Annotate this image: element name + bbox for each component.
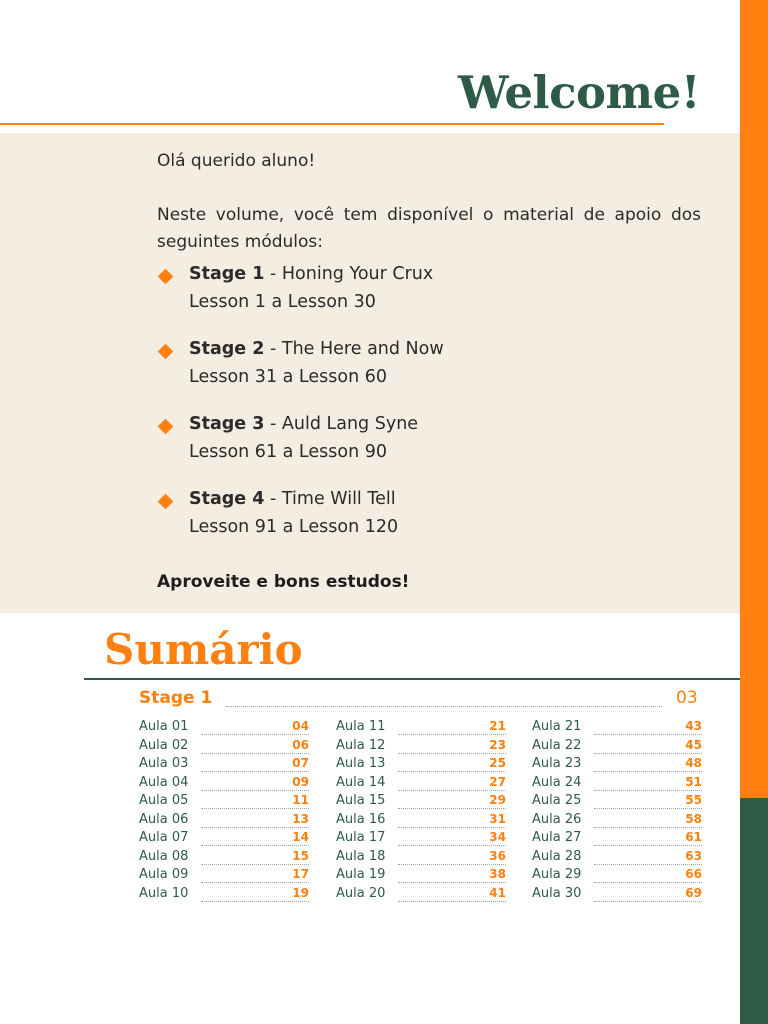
toc-lesson-name: Aula 23	[532, 756, 582, 771]
toc-row[interactable]	[532, 774, 702, 793]
toc-page-number: 09	[292, 774, 309, 789]
stage-title: - Honing Your Crux	[264, 264, 434, 284]
toc-row[interactable]	[336, 792, 506, 811]
toc-page-number: 27	[489, 774, 506, 789]
welcome-divider	[0, 123, 664, 125]
sumario-divider	[84, 678, 740, 680]
toc-row[interactable]	[336, 755, 506, 774]
toc-leader-dots	[594, 827, 702, 828]
stage-lessons: Lesson 31 a Lesson 60	[189, 367, 387, 387]
toc-page-number: 19	[292, 885, 309, 900]
stage-lessons: Lesson 91 a Lesson 120	[189, 517, 399, 537]
toc-lesson-name: Aula 30	[532, 885, 582, 901]
toc-lesson-name: Aula 09	[139, 867, 189, 882]
toc-leader-dots	[226, 706, 662, 707]
toc-leader-dots	[398, 901, 506, 902]
toc-column-3	[532, 718, 702, 903]
toc-leader-dots	[201, 734, 309, 735]
toc-row[interactable]	[336, 848, 506, 867]
toc-row[interactable]	[139, 755, 309, 774]
toc-row[interactable]	[336, 829, 506, 848]
toc-row[interactable]	[532, 811, 702, 830]
toc-row[interactable]	[139, 885, 309, 904]
toc-leader-dots	[594, 882, 702, 883]
toc-lesson-name: Aula 28	[532, 848, 582, 864]
toc-page-number: 14	[292, 830, 309, 844]
toc-lesson-name: Aula 13	[336, 756, 386, 771]
toc-row[interactable]	[532, 737, 702, 756]
toc-page-number: 51	[685, 774, 702, 789]
toc-lesson-name: Aula 22	[532, 737, 582, 753]
toc-lesson-name: Aula 06	[139, 811, 189, 827]
toc-leader-dots	[398, 864, 506, 865]
greeting-text: Olá querido aluno!	[157, 151, 316, 171]
toc-lesson-name: Aula 29	[532, 867, 582, 882]
toc-row[interactable]	[532, 885, 702, 904]
sumario-title: Sumário	[104, 625, 303, 674]
toc-leader-dots	[398, 808, 506, 809]
toc-page-number: 63	[685, 848, 702, 863]
side-bar-green	[740, 798, 768, 1024]
toc-lesson-name: Aula 02	[139, 737, 189, 753]
toc-row[interactable]	[336, 885, 506, 904]
toc-column-1	[139, 718, 309, 903]
toc-leader-dots	[201, 790, 309, 791]
toc-lesson-name: Aula 27	[532, 830, 582, 845]
toc-leader-dots	[594, 808, 702, 809]
toc-leader-dots	[594, 790, 702, 791]
toc-page-number: 43	[685, 719, 702, 733]
stage-label: Stage 3	[189, 414, 265, 434]
toc-lesson-name: Aula 21	[532, 719, 582, 734]
toc-page-number: 41	[489, 885, 506, 900]
toc-leader-dots	[201, 808, 309, 809]
toc-lesson-name: Aula 26	[532, 811, 582, 827]
toc-leader-dots	[398, 882, 506, 883]
toc-page-number: 38	[489, 867, 506, 881]
toc-page-number: 04	[292, 719, 309, 733]
toc-lesson-name: Aula 05	[139, 793, 189, 808]
toc-leader-dots	[201, 882, 309, 883]
stage-title: - The Here and Now	[264, 339, 444, 359]
toc-row[interactable]	[532, 829, 702, 848]
toc-lesson-name: Aula 01	[139, 719, 189, 734]
stage-lessons: Lesson 61 a Lesson 90	[189, 442, 387, 462]
toc-row[interactable]	[336, 718, 506, 737]
toc-leader-dots	[201, 901, 309, 902]
toc-leader-dots	[398, 771, 506, 772]
toc-page-number: 25	[489, 756, 506, 770]
toc-leader-dots	[398, 753, 506, 754]
stage-lessons: Lesson 1 a Lesson 30	[189, 292, 376, 312]
toc-lesson-name: Aula 11	[336, 719, 386, 734]
toc-page-number: 21	[489, 719, 506, 733]
toc-page-number: 17	[292, 867, 309, 881]
toc-lesson-name: Aula 07	[139, 830, 189, 845]
toc-leader-dots	[594, 771, 702, 772]
toc-lesson-name: Aula 20	[336, 885, 386, 901]
toc-leader-dots	[594, 845, 702, 846]
toc-leader-dots	[201, 753, 309, 754]
toc-leader-dots	[594, 864, 702, 865]
toc-page-number: 13	[292, 811, 309, 826]
toc-lesson-name: Aula 19	[336, 867, 386, 882]
toc-page-number: 34	[489, 830, 506, 844]
side-bar-orange	[740, 0, 768, 798]
toc-row[interactable]	[532, 848, 702, 867]
stage-label: Stage 2	[189, 339, 265, 359]
toc-page-number: 58	[685, 811, 702, 826]
toc-row[interactable]	[336, 737, 506, 756]
toc-row[interactable]	[336, 811, 506, 830]
toc-leader-dots	[398, 845, 506, 846]
toc-row[interactable]	[139, 737, 309, 756]
stage-title: - Time Will Tell	[264, 489, 396, 509]
toc-leader-dots	[201, 845, 309, 846]
toc-column-2	[336, 718, 506, 903]
toc-page-number: 45	[685, 737, 702, 752]
toc-row[interactable]	[336, 774, 506, 793]
toc-page-number: 29	[489, 793, 506, 807]
toc-lesson-name: Aula 14	[336, 774, 386, 790]
toc-lesson-name: Aula 08	[139, 848, 189, 864]
toc-lesson-name: Aula 12	[336, 737, 386, 753]
toc-row[interactable]	[532, 792, 702, 811]
toc-page-number: 07	[292, 756, 309, 770]
toc-row[interactable]	[139, 866, 309, 885]
toc-page-number: 23	[489, 737, 506, 752]
toc-lesson-name: Aula 25	[532, 793, 582, 808]
toc-row[interactable]	[532, 718, 702, 737]
closing-text: Aproveite e bons estudos!	[157, 572, 410, 592]
toc-row[interactable]	[336, 866, 506, 885]
toc-leader-dots	[398, 790, 506, 791]
toc-page-number: 31	[489, 811, 506, 826]
toc-lesson-name: Aula 10	[139, 885, 189, 901]
stage-label: Stage 4	[189, 489, 265, 509]
toc-leader-dots	[594, 734, 702, 735]
toc-leader-dots	[594, 753, 702, 754]
toc-row[interactable]	[532, 866, 702, 885]
toc-page-number: 36	[489, 848, 506, 863]
toc-lesson-name: Aula 16	[336, 811, 386, 827]
toc-page-number: 11	[292, 793, 309, 807]
toc-lesson-name: Aula 24	[532, 774, 582, 790]
toc-stage-page: 03	[676, 688, 698, 708]
toc-leader-dots	[594, 901, 702, 902]
toc-page-number: 55	[685, 793, 702, 807]
toc-row[interactable]	[139, 718, 309, 737]
toc-lesson-name: Aula 03	[139, 756, 189, 771]
toc-row[interactable]	[139, 774, 309, 793]
toc-page-number: 69	[685, 885, 702, 900]
toc-leader-dots	[201, 864, 309, 865]
stage-label: Stage 1	[189, 264, 265, 284]
toc-row[interactable]	[139, 848, 309, 867]
toc-page-number: 61	[685, 830, 702, 844]
toc-row[interactable]	[532, 755, 702, 774]
toc-row[interactable]	[139, 829, 309, 848]
welcome-title: Welcome!	[457, 66, 700, 119]
toc-leader-dots	[201, 771, 309, 772]
toc-leader-dots	[398, 734, 506, 735]
toc-lesson-name: Aula 17	[336, 830, 386, 845]
toc-lesson-name: Aula 18	[336, 848, 386, 864]
intro-text: Neste volume, você tem disponível o material de apoio dos seguintes módulos:	[157, 205, 701, 252]
toc-leader-dots	[398, 827, 506, 828]
stage-title: - Auld Lang Syne	[264, 414, 419, 434]
toc-page-number: 15	[292, 848, 309, 863]
toc-leader-dots	[201, 827, 309, 828]
toc-page-number: 06	[292, 737, 309, 752]
toc-page-number: 48	[685, 756, 702, 770]
toc-lesson-name: Aula 15	[336, 793, 386, 808]
toc-row[interactable]	[139, 792, 309, 811]
toc-row[interactable]	[139, 811, 309, 830]
toc-stage-label[interactable]: Stage 1	[139, 688, 213, 708]
toc-page-number: 66	[685, 867, 702, 881]
toc-lesson-name: Aula 04	[139, 774, 189, 790]
